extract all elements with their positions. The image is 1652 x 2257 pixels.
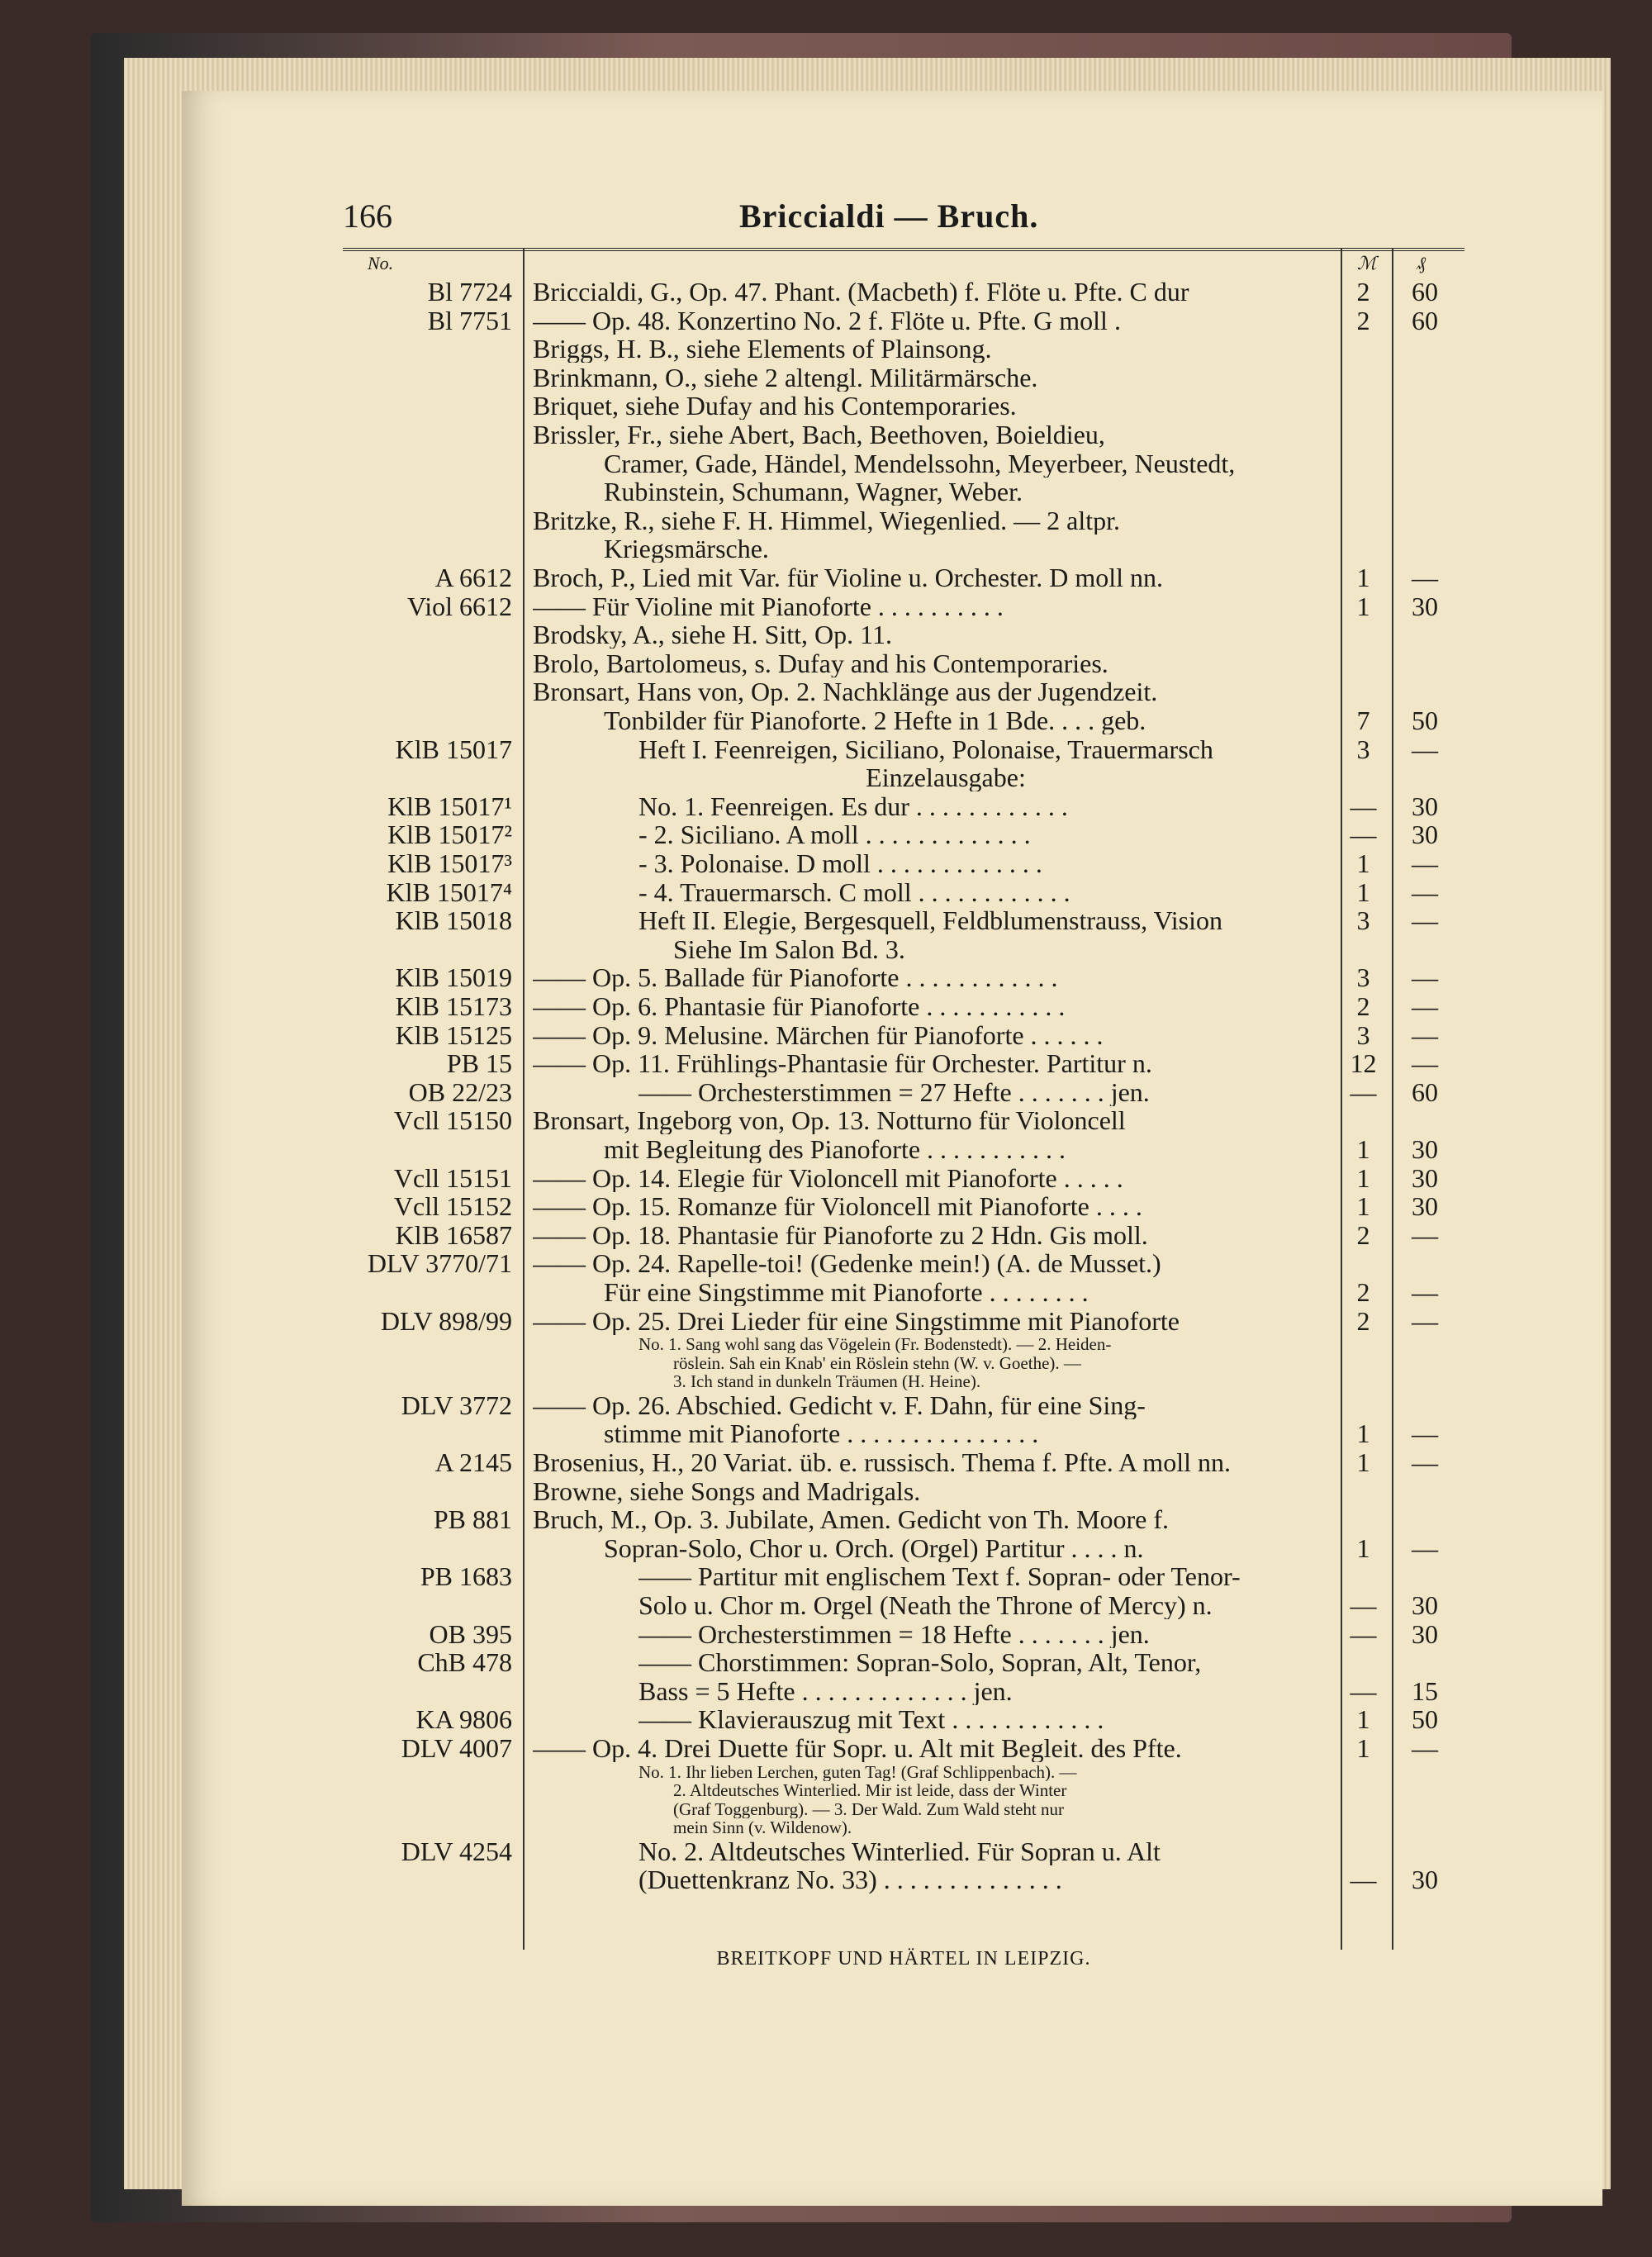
entry-text: Bass = 5 Hefte . . . . . . . . . . . . . jen. <box>638 1676 1013 1705</box>
price-pfennig: — <box>1412 1048 1438 1079</box>
catalog-row <box>343 1837 1464 1865</box>
entry-text: —— Für Violine mit Pianoforte . . . . . . . . . . <box>533 592 1004 620</box>
entry-text: Heft I. Feenreigen, Siciliano, Polonaise, Trauermarsch <box>638 734 1213 763</box>
catalog-row <box>343 1391 1464 1419</box>
catalog-row <box>343 1705 1464 1733</box>
catalog-number: DLV 898/99 <box>380 1305 512 1336</box>
entry-text: Brolo, Bartolomeus, s. Dufay and his Contemporaries. <box>533 649 1108 677</box>
catalog-number: OB 395 <box>429 1618 512 1649</box>
entry-text: —— Op. 48. Konzertino No. 2 f. Flöte u. Pfte. G moll . <box>533 306 1121 335</box>
catalog-row <box>343 677 1464 706</box>
entry-text: Bronsart, Hans von, Op. 2. Nachklänge aus der Jugendzeit. <box>533 677 1158 706</box>
entry-text: Für eine Singstimme mit Pianoforte . . . . . . . . <box>604 1278 1089 1306</box>
catalog-row <box>343 506 1464 535</box>
entry-text: Briggs, H. B., siehe Elements of Plainsong. <box>533 335 992 363</box>
entry-text: No. 2. Altdeutsches Winterlied. Für Sopran u. Alt <box>638 1836 1161 1865</box>
entry-text: mit Begleitung des Pianoforte . . . . . . . . . . . <box>604 1135 1066 1163</box>
entry-text: (Graf Toggenburg). — 3. Der Wald. Zum Wald steht nur <box>673 1799 1065 1818</box>
price-mark: — <box>1350 791 1377 821</box>
entry-text: —— Op. 14. Elegie für Violoncell mit Pianoforte . . . . . <box>533 1163 1123 1192</box>
entry-text: No. 1. Feenreigen. Es dur . . . . . . . . . . . . <box>638 791 1068 820</box>
entry-text: —— Chorstimmen: Sopran-Solo, Sopran, Alt, Tenor, <box>638 1648 1202 1677</box>
price-pfennig: 30 <box>1412 1865 1438 1895</box>
catalog-row <box>343 335 1464 363</box>
entry-text: Siehe Im Salon Bd. 3. <box>673 934 905 963</box>
price-pfennig: — <box>1412 1219 1438 1250</box>
price-pfennig: — <box>1412 1277 1438 1307</box>
catalog-number: KlB 15017² <box>387 820 512 850</box>
catalog-row <box>343 963 1464 991</box>
catalog-row <box>343 449 1464 478</box>
catalog-row <box>343 1781 1464 1799</box>
entry-text: (Duettenkranz No. 33) . . . . . . . . . . . . . . <box>638 1865 1062 1894</box>
entry-text: —— Op. 15. Romanze für Violoncell mit Pianoforte . . . . <box>533 1192 1142 1221</box>
catalog-number: KlB 15018 <box>395 905 512 936</box>
catalog-row <box>343 592 1464 620</box>
catalog-row <box>343 535 1464 563</box>
entry-text: - 4. Trauermarsch. C moll . . . . . . . . . . . . <box>638 877 1070 906</box>
catalog-row <box>343 1763 1464 1781</box>
price-mark: 3 <box>1356 734 1370 764</box>
entry-text: Briccialdi, G., Op. 47. Phant. (Macbeth) f. Flöte u. Pfte. C dur <box>533 278 1189 306</box>
column-header-mark: ℳ <box>1357 253 1377 273</box>
catalog-row <box>343 1620 1464 1648</box>
entry-text: Rubinstein, Schumann, Wagner, Weber. <box>604 478 1023 506</box>
price-mark: 3 <box>1356 962 1370 993</box>
price-mark: 1 <box>1356 1162 1370 1193</box>
price-pfennig: 60 <box>1412 1076 1438 1107</box>
entry-text: Bruch, M., Op. 3. Jubilate, Amen. Gedicht von Th. Moore f. <box>533 1505 1169 1534</box>
entry-text: Broch, P., Lied mit Var. für Violine u. Orchester. D moll nn. <box>533 563 1164 592</box>
catalog-row <box>343 820 1464 848</box>
price-pfennig: — <box>1412 1732 1438 1763</box>
catalog-number: KlB 16587 <box>395 1219 512 1250</box>
price-mark: 1 <box>1356 1418 1370 1449</box>
catalog-row <box>343 935 1464 963</box>
price-mark: 1 <box>1356 591 1370 621</box>
price-mark: — <box>1350 1865 1377 1895</box>
catalog-row <box>343 1648 1464 1676</box>
entry-text: —— Orchesterstimmen = 18 Hefte . . . . . . . jen. <box>638 1619 1150 1648</box>
entry-text: Cramer, Gade, Händel, Mendelssohn, Meyerbeer, Neustedt, <box>604 449 1236 478</box>
catalog-number: DLV 3772 <box>401 1390 512 1420</box>
catalog-row <box>343 1354 1464 1372</box>
price-pfennig: 30 <box>1412 1618 1438 1649</box>
entry-text: Browne, siehe Songs and Madrigals. <box>533 1476 921 1505</box>
price-mark: 2 <box>1356 1277 1370 1307</box>
entry-text: —— Op. 9. Melusine. Märchen für Pianoforte . . . . . . <box>533 1020 1104 1049</box>
entry-text: —— Partitur mit englischem Text f. Sopran- oder Tenor- <box>638 1562 1241 1591</box>
catalog-row <box>343 735 1464 763</box>
catalog-row <box>343 1164 1464 1192</box>
catalog-number: KlB 15125 <box>395 1019 512 1050</box>
catalog-row <box>343 706 1464 734</box>
publisher-footer: BREITKOPF UND HÄRTEL IN LEIPZIG. <box>716 1948 1091 1970</box>
entry-text: Sopran-Solo, Chor u. Orch. (Orgel) Partitur . . . . n. <box>604 1533 1144 1562</box>
catalog-number: PB 1683 <box>420 1561 512 1592</box>
catalog-row <box>343 1372 1464 1390</box>
price-mark: — <box>1350 1618 1377 1649</box>
catalog-row <box>343 906 1464 934</box>
catalog-number: Vcll 15150 <box>393 1105 512 1136</box>
price-pfennig: — <box>1412 877 1438 907</box>
price-pfennig: 60 <box>1412 277 1438 306</box>
catalog-row <box>343 1534 1464 1562</box>
entry-text: Brinkmann, O., siehe 2 altengl. Militärmärsche. <box>533 363 1038 392</box>
catalog-row <box>343 421 1464 449</box>
entry-text: Brosenius, H., 20 Variat. üb. e. russisch. Thema f. Pfte. A moll nn. <box>533 1447 1231 1476</box>
catalog-row <box>343 563 1464 592</box>
catalog-row <box>343 1419 1464 1447</box>
price-pfennig: — <box>1412 1305 1438 1336</box>
catalog-row <box>343 649 1464 677</box>
price-mark: 2 <box>1356 277 1370 306</box>
entry-text: No. 1. Sang wohl sang das Vögelein (Fr. Bodenstedt). — 2. Heiden- <box>638 1335 1112 1354</box>
price-pfennig: — <box>1412 848 1438 878</box>
catalog-number: KlB 15017⁴ <box>386 877 512 907</box>
price-pfennig: — <box>1412 734 1438 764</box>
entry-text: —— Op. 25. Drei Lieder für eine Singstimme mit Pianoforte <box>533 1306 1180 1335</box>
entry-text: —— Op. 5. Ballade für Pianoforte . . . . . . . . . . . . <box>533 963 1058 992</box>
catalog-row <box>343 1249 1464 1277</box>
entry-text: —— Op. 24. Rapelle-toi! (Gedenke mein!) (A. de Musset.) <box>533 1249 1161 1278</box>
catalog-number: DLV 4254 <box>401 1836 512 1866</box>
price-mark: 2 <box>1356 991 1370 1021</box>
entry-text: 2. Altdeutsches Winterlied. Mir ist leide, dass der Winter <box>673 1781 1067 1799</box>
entry-text: Brissler, Fr., siehe Abert, Bach, Beethoven, Boieldieu, <box>533 421 1105 449</box>
price-mark: 1 <box>1356 1732 1370 1763</box>
price-mark: 1 <box>1356 1532 1370 1563</box>
entry-text: Einzelausgabe: <box>866 763 1026 792</box>
catalog-row <box>343 1049 1464 1077</box>
entry-text: Brodsky, A., siehe H. Sitt, Op. 11. <box>533 620 892 649</box>
catalog-number: KlB 15019 <box>395 962 512 993</box>
page-number: 166 <box>343 197 392 235</box>
price-pfennig: — <box>1412 1019 1438 1050</box>
price-mark: 1 <box>1356 1447 1370 1477</box>
catalog-row <box>343 849 1464 877</box>
entry-text: Solo u. Chor m. Orgel (Neath the Throne of Mercy) n. <box>638 1590 1213 1619</box>
price-mark: 7 <box>1356 706 1370 735</box>
entry-text: Kriegsmärsche. <box>604 535 769 563</box>
price-pfennig: 30 <box>1412 1589 1438 1620</box>
price-mark: 3 <box>1356 1019 1370 1050</box>
catalog-number: ChB 478 <box>417 1647 512 1678</box>
price-pfennig: — <box>1412 1418 1438 1449</box>
entry-text: stimme mit Pianoforte . . . . . . . . . . . . . . . <box>604 1419 1039 1448</box>
price-pfennig: — <box>1412 563 1438 592</box>
entry-text: Heft II. Elegie, Bergesquell, Feldblumenstrauss, Vision <box>638 906 1222 935</box>
column-header-pf: ₰ <box>1417 253 1426 273</box>
entry-text: 3. Ich stand in dunkeln Träumen (H. Heine). <box>673 1372 981 1391</box>
catalog-row <box>343 763 1464 791</box>
catalog-row <box>343 306 1464 335</box>
entry-text: röslein. Sah ein Knab' ein Röslein stehn (W. v. Goethe). — <box>673 1353 1081 1372</box>
price-pfennig: — <box>1412 905 1438 936</box>
entry-text: - 3. Polonaise. D moll . . . . . . . . . . . . . <box>638 849 1042 877</box>
catalog-number: DLV 3770/71 <box>367 1248 512 1279</box>
catalog-row <box>343 278 1464 306</box>
catalog-row <box>343 1505 1464 1533</box>
catalog-number: KlB 15017³ <box>387 848 512 878</box>
catalog-row <box>343 1021 1464 1049</box>
catalog-row <box>343 1278 1464 1306</box>
entry-text: —— Op. 11. Frühlings-Phantasie für Orchester. Partitur n. <box>533 1049 1152 1078</box>
catalog-number: KlB 15017 <box>395 734 512 764</box>
price-pfennig: 30 <box>1412 820 1438 850</box>
catalog-row <box>343 1135 1464 1163</box>
entry-text: mein Sinn (v. Wildenow). <box>673 1818 852 1836</box>
price-mark: 1 <box>1356 1704 1370 1735</box>
catalog-number: KlB 15173 <box>395 991 512 1021</box>
catalog-row <box>343 1078 1464 1106</box>
price-pfennig: 30 <box>1412 1191 1438 1222</box>
catalog-row <box>343 1221 1464 1249</box>
catalog-row <box>343 1477 1464 1505</box>
catalog-number: KA 9806 <box>415 1704 512 1735</box>
price-mark: — <box>1350 1675 1377 1706</box>
price-pfennig: 15 <box>1412 1675 1438 1706</box>
catalog-row <box>343 1734 1464 1762</box>
price-pfennig: — <box>1412 962 1438 993</box>
price-mark: 1 <box>1356 1134 1370 1164</box>
price-pfennig: — <box>1412 1532 1438 1563</box>
price-pfennig: 30 <box>1412 1162 1438 1193</box>
price-pfennig: 50 <box>1412 1704 1438 1735</box>
catalog-row <box>343 1562 1464 1590</box>
entry-text: Britzke, R., siehe F. H. Himmel, Wiegenlied. — 2 altpr. <box>533 506 1120 535</box>
entry-text: Tonbilder für Pianoforte. 2 Hefte in 1 Bde. . . . geb. <box>604 706 1146 734</box>
catalog-table <box>343 248 1464 1950</box>
catalog-row <box>343 363 1464 392</box>
entry-text: —— Op. 18. Phantasie für Pianoforte zu 2 Hdn. Gis moll. <box>533 1220 1148 1249</box>
catalog-row <box>343 392 1464 420</box>
price-mark: 1 <box>1356 848 1370 878</box>
catalog-row <box>343 1865 1464 1894</box>
catalog-number: A 6612 <box>434 563 512 592</box>
catalog-number: KlB 15017¹ <box>387 791 512 821</box>
price-mark: — <box>1350 1076 1377 1107</box>
entry-text: Bronsart, Ingeborg von, Op. 13. Notturno für Violoncell <box>533 1106 1126 1135</box>
column-header-no: No. <box>368 253 394 273</box>
catalog-row <box>343 792 1464 820</box>
price-pfennig: — <box>1412 991 1438 1021</box>
price-mark: 1 <box>1356 877 1370 907</box>
catalog-row <box>343 1818 1464 1836</box>
price-pfennig: 50 <box>1412 706 1438 735</box>
catalog-row <box>343 1307 1464 1335</box>
catalog-row <box>343 1591 1464 1619</box>
catalog-row <box>343 1448 1464 1476</box>
running-title: Briccialdi — Bruch. <box>739 197 1039 235</box>
catalog-number: Vcll 15151 <box>393 1162 512 1193</box>
price-pfennig: 60 <box>1412 305 1438 335</box>
catalog-row <box>343 478 1464 506</box>
catalog-row <box>343 1677 1464 1705</box>
entry-text: —— Op. 4. Drei Duette für Sopr. u. Alt mit Begleit. des Pfte. <box>533 1733 1182 1762</box>
entry-text: —— Klavierauszug mit Text . . . . . . . . . . . . <box>638 1705 1104 1734</box>
entry-text: Briquet, siehe Dufay and his Contemporaries. <box>533 392 1017 421</box>
catalog-number: OB 22/23 <box>408 1076 512 1107</box>
catalog-number: Bl 7724 <box>427 277 512 306</box>
price-pfennig: — <box>1412 1447 1438 1477</box>
catalog-number: A 2145 <box>434 1447 512 1477</box>
entry-text: —— Op. 6. Phantasie für Pianoforte . . . . . . . . . . . <box>533 992 1066 1020</box>
catalog-number: Vcll 15152 <box>393 1191 512 1222</box>
catalog-row <box>343 1800 1464 1818</box>
catalog-number: DLV 4007 <box>401 1732 512 1763</box>
page-header <box>343 197 1474 238</box>
catalog-number: Bl 7751 <box>427 305 512 335</box>
catalog-row <box>343 1106 1464 1134</box>
catalog-number: PB 881 <box>433 1504 512 1535</box>
catalog-row <box>343 620 1464 649</box>
entry-text: No. 1. Ihr lieben Lerchen, guten Tag! (Graf Schlippenbach). — <box>638 1762 1077 1781</box>
catalog-row <box>343 878 1464 906</box>
price-mark: 1 <box>1356 1191 1370 1222</box>
catalog-number: Viol 6612 <box>407 591 512 621</box>
entry-text: —— Op. 26. Abschied. Gedicht v. F. Dahn, für eine Sing- <box>533 1390 1146 1419</box>
price-mark: — <box>1350 1589 1377 1620</box>
price-pfennig: 30 <box>1412 791 1438 821</box>
price-mark: 12 <box>1350 1048 1377 1079</box>
catalog-row <box>343 1192 1464 1220</box>
catalog-row <box>343 1335 1464 1353</box>
catalog-row <box>343 992 1464 1020</box>
entry-text: —— Orchesterstimmen = 27 Hefte . . . . . . . jen. <box>638 1077 1150 1106</box>
price-mark: 2 <box>1356 305 1370 335</box>
catalog-number: PB 15 <box>446 1048 512 1079</box>
price-pfennig: 30 <box>1412 1134 1438 1164</box>
price-mark: — <box>1350 820 1377 850</box>
price-mark: 2 <box>1356 1219 1370 1250</box>
price-mark: 3 <box>1356 905 1370 936</box>
price-mark: 1 <box>1356 563 1370 592</box>
entry-text: - 2. Siciliano. A moll . . . . . . . . . . . . . <box>638 820 1031 849</box>
price-mark: 2 <box>1356 1305 1370 1336</box>
price-pfennig: 30 <box>1412 591 1438 621</box>
